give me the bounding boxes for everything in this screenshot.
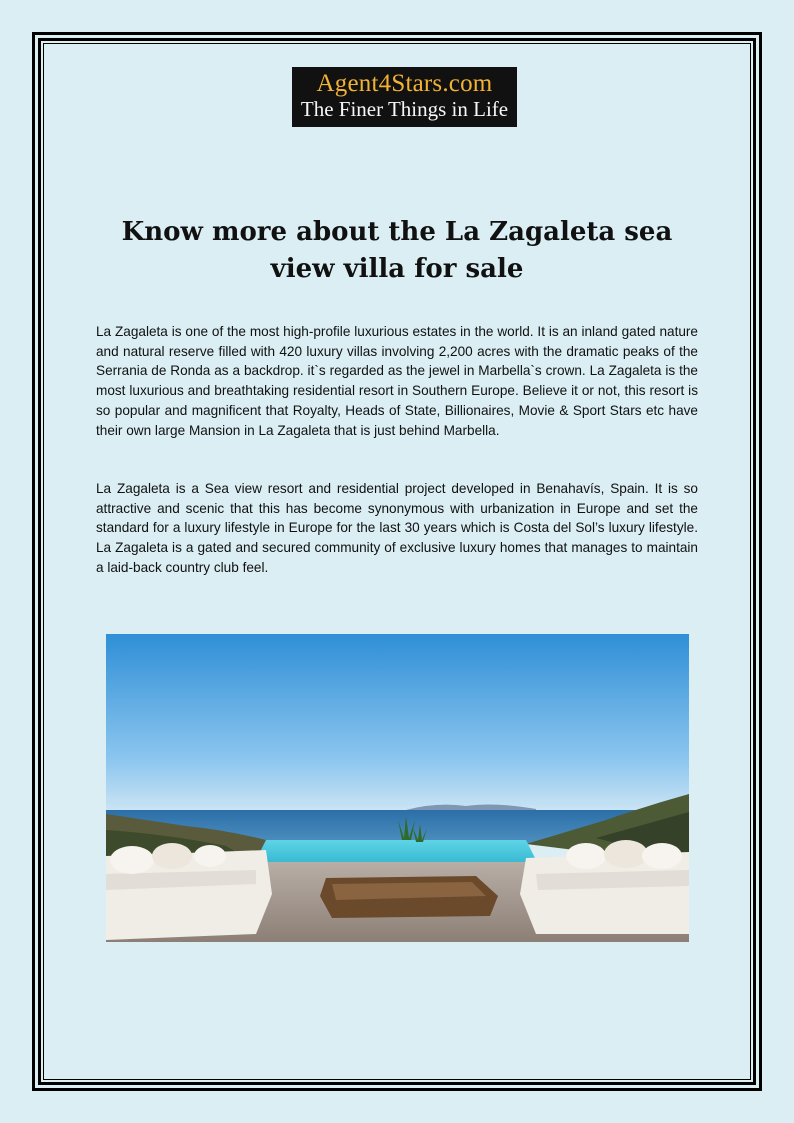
article-title: Know more about the La Zagaleta sea view villa for sale [121,217,673,284]
logo-tagline: The Finer Things in Life [300,97,509,121]
article-paragraph-1: La Zagaleta is one of the most high-profile luxurious estates in the world. It is an inland gated nature and natural reserve filled with 420 luxury villas involving 2,200 acres with the dramatic peaks of the Serrania de Ronda as a backdrop. it`s regarded as the jewel in Marbella`s crown. La Zagaleta is the most luxurious and breathtaking residential resort in Southern Europe. Believe it or not, this resort is so popular and magnificent that Royalty, Heads of State, Billionaires, Movie & Sport Stars etc have their own large Mansion in La Zagaleta that is just behind Marbella. [96,324,698,438]
agent4stars-logo [292,67,517,127]
logo-brand-name: Agent4Stars.com [316,70,493,97]
article-paragraph-2: La Zagaleta is a Sea view resort and residential project developed in Benahavís, Spain. It is so attractive and scenic that this has become synonymous with urbanization in Europe and set the standard for a luxury lifestyle in Europe for the last 30 years which is Costa del Sol’s luxury lifestyle. La Zagaleta is a gated and secured community of exclusive luxury homes that manages to maintain a laid-back country club feel. [96,481,698,575]
villa-pool-sea-view-photo [106,634,689,942]
